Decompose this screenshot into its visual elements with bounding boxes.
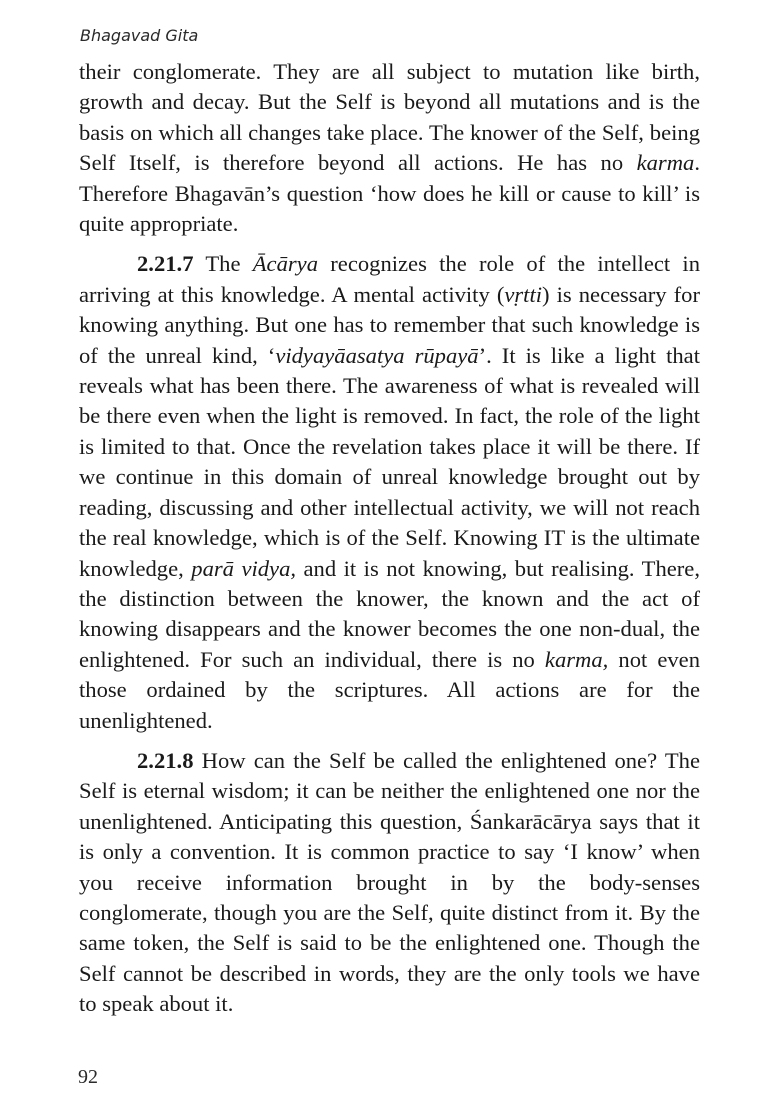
italic-term: Ācārya xyxy=(252,251,318,277)
paragraph-continuation xyxy=(79,57,700,239)
text-run: not even those ordained by the scriptures. All actions are for the unenlightened. xyxy=(79,646,700,733)
paragraph-2-21-7 xyxy=(79,249,700,736)
text-run: and it is not knowing, but realising. There, the distinction between the knower, the known and the act of knowing disappears and the knower becomes the one non-dual, the enlightened. For such an individual, there is no xyxy=(79,555,700,672)
italic-term: vidyayāasatya rūpayā xyxy=(275,342,479,368)
text-run: The xyxy=(193,251,253,277)
paragraph-2-21-8 xyxy=(79,746,700,1020)
text-run: . Therefore Bhagavān’s question ‘how does he kill or cause to kill’ is quite appropriate. xyxy=(79,150,700,237)
text-run: ) is necessary for knowing anything. But one has to remember that such knowledge is of the unreal kind, ‘ xyxy=(79,281,700,368)
italic-term: parā vidya, xyxy=(191,555,297,581)
italic-term: karma xyxy=(636,150,695,176)
page-number: 92 xyxy=(78,1066,98,1088)
italic-term: vṛtti xyxy=(504,281,543,307)
text-run: their conglomerate. They are all subject to mutation like birth, growth and decay. But the Self is beyond all mutations and is the basis on which all changes take place. The knower of the Self, being Self Itself, is therefore beyond all actions. He has no xyxy=(79,59,700,176)
italic-term: karma, xyxy=(544,646,609,672)
text-run: How can the Self be called the enlightened one? The Self is eternal wisdom; it can be neither the enlightened one nor the unenlightened. Anticipating this question, Śankarācārya says that it is only a convention. It is common practice to say ‘I know’ when you receive information brought in by the body-senses conglomerate, though you are the Self, quite distinct from it. By the same token, the Self is said to be the enlightened one. Though the Self cannot be described in words, they are the only tools we have to speak about it. xyxy=(79,747,700,1017)
section-number: 2.21.8 xyxy=(137,747,194,773)
section-number: 2.21.7 xyxy=(137,251,194,277)
running-header: Bhagavad Gita xyxy=(80,26,199,45)
text-run: recognizes the role of the intellect in arriving at this knowledge. A mental activity ( xyxy=(79,251,700,307)
text-run: ’. It is like a light that reveals what has been there. The awareness of what is revealed will be there even when the light is removed. In fact, the role of the light is limited to that. Once the revelation takes place it will be there. If we continue in this domain of unreal knowledge brought out by reading, discussing and other intellectual activity, we will not reach the real knowledge, which is of the Self. Knowing IT is the ultimate knowledge, xyxy=(79,342,700,581)
body-text xyxy=(79,57,700,1020)
